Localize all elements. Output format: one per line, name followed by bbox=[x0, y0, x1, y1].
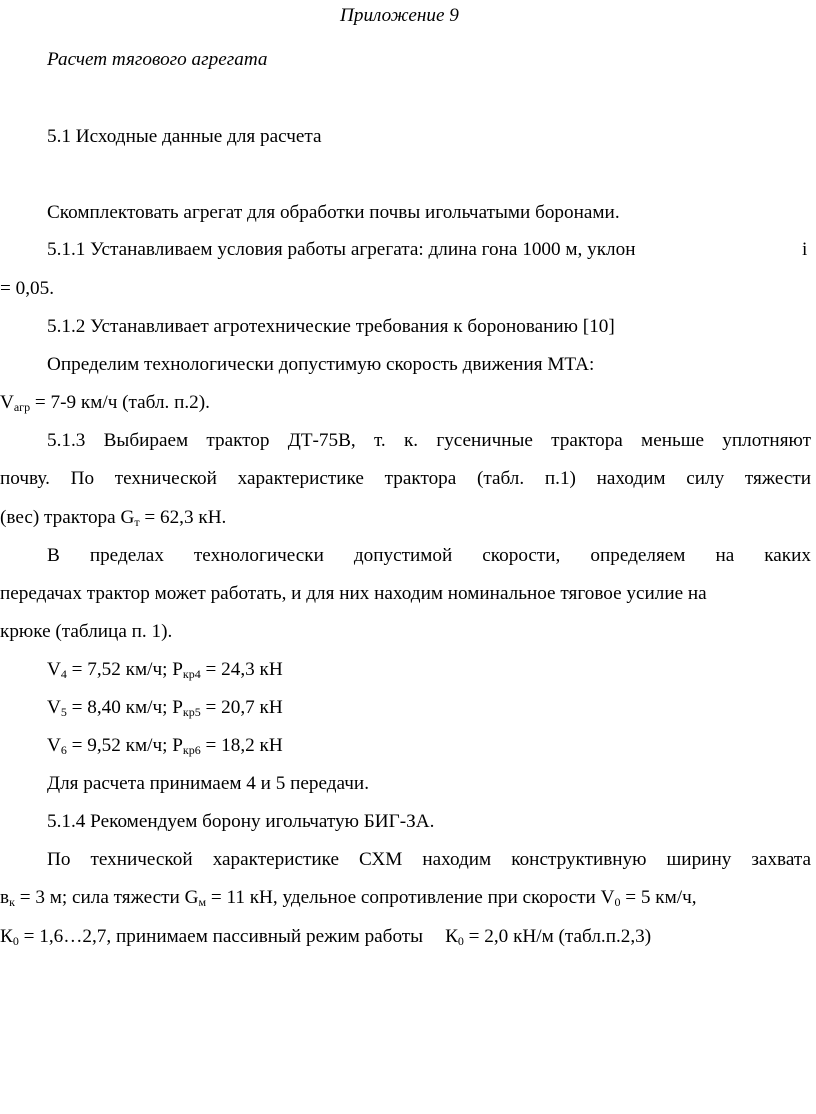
section-heading: 5.1 Исходные данные для расчета bbox=[47, 126, 322, 147]
paragraph-5-1-3-line1: 5.1.3 Выбираем трактор ДТ-75В, т. к. гусеничные трактора меньше уплотняют bbox=[47, 430, 811, 451]
paragraph-5-1-4: 5.1.4 Рекомендуем борону игольчатую БИГ-ЗА. bbox=[47, 811, 435, 832]
gear-5-line: $V_5 = 8,40$ км/ч; $P_{кр5} = 20,7$ кН bbox=[47, 697, 283, 719]
speed-value: $V_{агр} = 7-9$ км/ч (табл. п.2). bbox=[0, 392, 210, 414]
gears-paragraph-line2: передачах трактор может работать, и для них находим номинальное тяговое усилие на bbox=[0, 583, 707, 604]
tech-paragraph-line1: По технической характеристике СХМ находим конструктивную ширину захвата bbox=[47, 849, 811, 870]
tech-paragraph-line3: $К_0$ = 1,6…2,7, принимаем пассивный режим работы $К_0 = 2,0$ кН/м (табл.п.2,3) bbox=[0, 926, 652, 948]
paragraph-5-1-1: 5.1.1 Устанавливаем условия работы агрегата: длина гона 1000 м, уклон bbox=[47, 239, 636, 260]
paragraph-5-1-3-line2: почву. По технической характеристике трактора (табл. п.1) находим силу тяжести bbox=[0, 468, 811, 489]
speed-paragraph: Определим технологически допустимую скорость движения МТА: bbox=[47, 354, 595, 375]
gears-paragraph-line1: В пределах технологически допустимой скорости, определяем на каких bbox=[47, 545, 811, 566]
gear-6-line: $V_6 = 9,52$ км/ч; $P_{кр6} = 18,2$ кН bbox=[47, 735, 283, 757]
task-paragraph: Скомплектовать агрегат для обработки почвы игольчатыми боронами. bbox=[47, 202, 620, 223]
gear-4-line: $V_4 = 7,52$ км/ч; $P_{кр4} = 24,3$ кН bbox=[47, 659, 283, 681]
appendix-label: Приложение 9 bbox=[340, 5, 459, 26]
slope-value: = 0,05. bbox=[0, 278, 54, 299]
tech-paragraph-line2: $в_к = 3$ м; сила тяжести $G_м = 11$ кН, удельное сопротивление при скорости $V_0 = 5$ км/ч, bbox=[0, 887, 697, 909]
document-title: Расчет тягового агрегата bbox=[47, 49, 268, 70]
paragraph-5-1-3-line3: (вес) трактора $G_т = 62,3$ кН. bbox=[0, 507, 227, 529]
paragraph-5-1-2: 5.1.2 Устанавливает агротехнические требования к боронованию [10] bbox=[47, 316, 615, 337]
choose-gears-paragraph: Для расчета принимаем 4 и 5 передачи. bbox=[47, 773, 369, 794]
gears-paragraph-line3: крюке (таблица п. 1). bbox=[0, 621, 173, 642]
slope-symbol: i bbox=[802, 239, 808, 260]
